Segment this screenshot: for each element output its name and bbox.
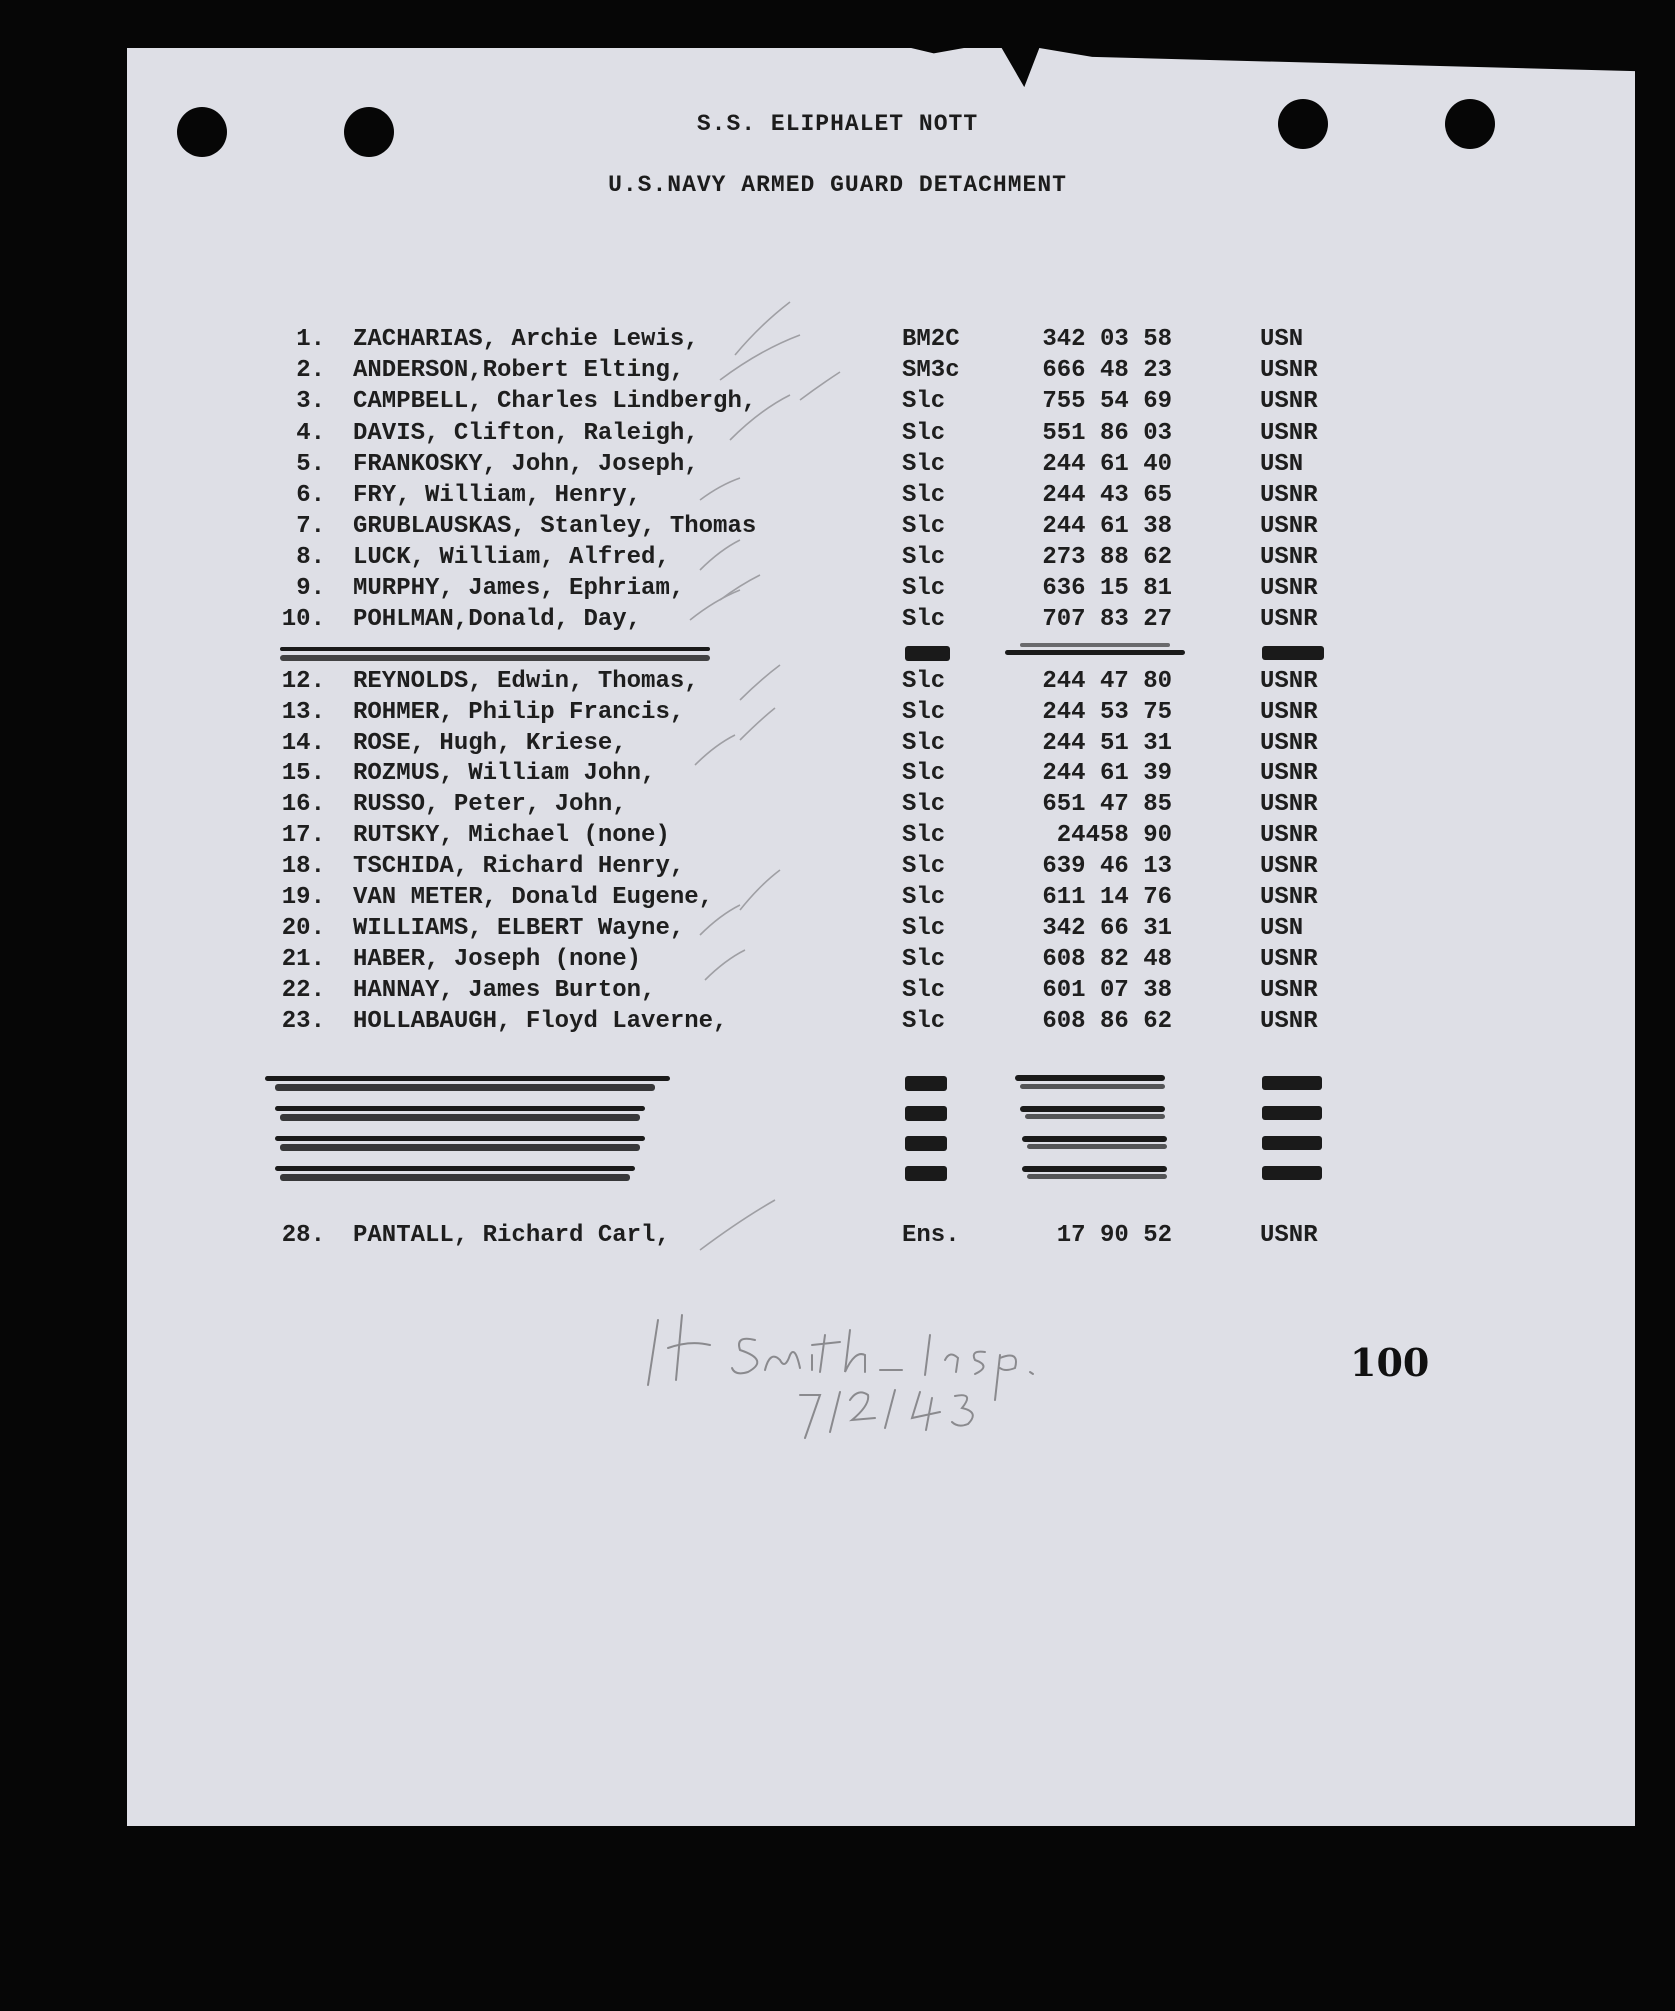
- service-branch: USNR: [1260, 357, 1318, 384]
- crew-rate: Slc: [902, 977, 946, 1004]
- crew-name: FRY, William, Henry,: [353, 482, 642, 509]
- service-branch: USNR: [1260, 1008, 1318, 1035]
- roster-number: 4.: [296, 420, 325, 447]
- crew-rate: Slc: [902, 451, 946, 478]
- service-branch: USNR: [1260, 853, 1318, 880]
- service-branch: USN: [1260, 326, 1304, 353]
- service-number: 707 83 27: [1042, 606, 1172, 633]
- crew-name: ROSE, Hugh, Kriese,: [353, 730, 627, 757]
- crew-rate: Slc: [902, 420, 946, 447]
- crew-rate: Slc: [902, 544, 946, 571]
- crew-rate: Slc: [902, 482, 946, 509]
- crew-rate: Slc: [902, 915, 946, 942]
- crew-name: MURPHY, James, Ephriam,: [353, 575, 685, 602]
- crew-name: RUTSKY, Michael (none): [353, 822, 670, 849]
- roster-number: 19.: [281, 884, 325, 911]
- service-branch: USNR: [1260, 884, 1318, 911]
- roster-number: 5.: [296, 451, 325, 478]
- crew-rate: Slc: [902, 513, 946, 540]
- ship-title: S.S. ELIPHALET NOTT: [696, 111, 979, 137]
- service-branch: USNR: [1260, 668, 1318, 695]
- service-number: 342 03 58: [1042, 326, 1172, 353]
- service-branch: USNR: [1260, 946, 1318, 973]
- crew-name: CAMPBELL, Charles Lindbergh,: [353, 388, 757, 415]
- service-branch: USNR: [1260, 1222, 1318, 1249]
- crew-name: LUCK, William, Alfred,: [353, 544, 670, 571]
- roster-number: 3.: [296, 388, 325, 415]
- service-branch: USNR: [1260, 977, 1318, 1004]
- roster-number: 8.: [296, 544, 325, 571]
- roster-number: 23.: [281, 1008, 325, 1035]
- service-branch: USNR: [1260, 606, 1318, 633]
- service-number: 17 90 52: [1056, 1222, 1172, 1249]
- service-number: 666 48 23: [1042, 357, 1172, 384]
- crew-rate: Slc: [902, 760, 946, 787]
- crew-name: HANNAY, James Burton,: [353, 977, 656, 1004]
- service-branch: USNR: [1260, 575, 1318, 602]
- service-number: 244 51 31: [1042, 730, 1172, 757]
- service-number: 244 61 39: [1042, 760, 1172, 787]
- service-branch: USNR: [1260, 388, 1318, 415]
- roster-number: 6.: [296, 482, 325, 509]
- service-number: 551 86 03: [1042, 420, 1172, 447]
- service-number: 755 54 69: [1042, 388, 1172, 415]
- crew-rate: Slc: [902, 791, 946, 818]
- roster-number: 14.: [281, 730, 325, 757]
- service-branch: USNR: [1260, 513, 1318, 540]
- service-number: 244 61 40: [1042, 451, 1172, 478]
- roster-number: 9.: [296, 575, 325, 602]
- service-number: 611 14 76: [1042, 884, 1172, 911]
- service-number: 651 47 85: [1042, 791, 1172, 818]
- roster-number: 1.: [296, 326, 325, 353]
- service-branch: USN: [1260, 451, 1304, 478]
- crew-rate: Ens.: [902, 1222, 960, 1249]
- roster-number: 17.: [281, 822, 325, 849]
- crew-name: WILLIAMS, ELBERT Wayne,: [353, 915, 685, 942]
- crew-rate: Slc: [902, 668, 946, 695]
- service-branch: USNR: [1260, 791, 1318, 818]
- crew-name: HOLLABAUGH, Floyd Laverne,: [353, 1008, 728, 1035]
- service-branch: USNR: [1260, 420, 1318, 447]
- roster-number: 7.: [296, 513, 325, 540]
- service-number: 244 43 65: [1042, 482, 1172, 509]
- crew-rate: BM2C: [902, 326, 960, 353]
- service-branch: USNR: [1260, 544, 1318, 571]
- service-branch: USNR: [1260, 482, 1318, 509]
- crew-name: VAN METER, Donald Eugene,: [353, 884, 714, 911]
- crew-rate: Slc: [902, 606, 946, 633]
- crew-name: ROHMER, Philip Francis,: [353, 699, 685, 726]
- crew-name: REYNOLDS, Edwin, Thomas,: [353, 668, 699, 695]
- roster-number: 18.: [281, 853, 325, 880]
- crew-name: POHLMAN,Donald, Day,: [353, 606, 642, 633]
- crew-rate: Slc: [902, 884, 946, 911]
- service-number: 273 88 62: [1042, 544, 1172, 571]
- crew-rate: Slc: [902, 730, 946, 757]
- roster-number: 16.: [281, 791, 325, 818]
- service-number: 244 53 75: [1042, 699, 1172, 726]
- crew-name: ZACHARIAS, Archie Lewis,: [353, 326, 699, 353]
- roster-number: 10.: [281, 606, 325, 633]
- crew-name: TSCHIDA, Richard Henry,: [353, 853, 685, 880]
- page-number: 100: [1350, 1340, 1430, 1385]
- service-number: 24458 90: [1056, 822, 1172, 849]
- service-number: 601 07 38: [1042, 977, 1172, 1004]
- crew-name: PANTALL, Richard Carl,: [353, 1222, 670, 1249]
- crew-name: GRUBLAUSKAS, Stanley, Thomas: [353, 513, 757, 540]
- crew-name: RUSSO, Peter, John,: [353, 791, 627, 818]
- handwritten-inspection-signature: [640, 1300, 1120, 1440]
- crew-rate: SM3c: [902, 357, 960, 384]
- crew-name: ANDERSON,Robert Elting,: [353, 357, 685, 384]
- roster-number: 12.: [281, 668, 325, 695]
- crew-name: ROZMUS, William John,: [353, 760, 656, 787]
- service-branch: USNR: [1260, 730, 1318, 757]
- service-branch: USNR: [1260, 822, 1318, 849]
- service-number: 636 15 81: [1042, 575, 1172, 602]
- detachment-title: U.S.NAVY ARMED GUARD DETACHMENT: [608, 172, 1067, 198]
- crew-name: HABER, Joseph (none): [353, 946, 642, 973]
- crew-name: FRANKOSKY, John, Joseph,: [353, 451, 699, 478]
- service-number: 244 47 80: [1042, 668, 1172, 695]
- crew-rate: Slc: [902, 1008, 946, 1035]
- roster-number: 21.: [281, 946, 325, 973]
- crew-rate: Slc: [902, 699, 946, 726]
- roster-number: 28.: [281, 1222, 325, 1249]
- service-branch: USNR: [1260, 760, 1318, 787]
- service-number: 244 61 38: [1042, 513, 1172, 540]
- crew-rate: Slc: [902, 853, 946, 880]
- service-branch: USNR: [1260, 699, 1318, 726]
- crew-rate: Slc: [902, 575, 946, 602]
- roster-number: 22.: [281, 977, 325, 1004]
- crew-name: DAVIS, Clifton, Raleigh,: [353, 420, 699, 447]
- roster-number: 20.: [281, 915, 325, 942]
- roster-number: 15.: [281, 760, 325, 787]
- crew-rate: Slc: [902, 822, 946, 849]
- crew-rate: Slc: [902, 946, 946, 973]
- service-number: 639 46 13: [1042, 853, 1172, 880]
- service-number: 608 86 62: [1042, 1008, 1172, 1035]
- service-number: 608 82 48: [1042, 946, 1172, 973]
- service-number: 342 66 31: [1042, 915, 1172, 942]
- service-branch: USN: [1260, 915, 1304, 942]
- roster-number: 13.: [281, 699, 325, 726]
- roster-number: 2.: [296, 357, 325, 384]
- crew-rate: Slc: [902, 388, 946, 415]
